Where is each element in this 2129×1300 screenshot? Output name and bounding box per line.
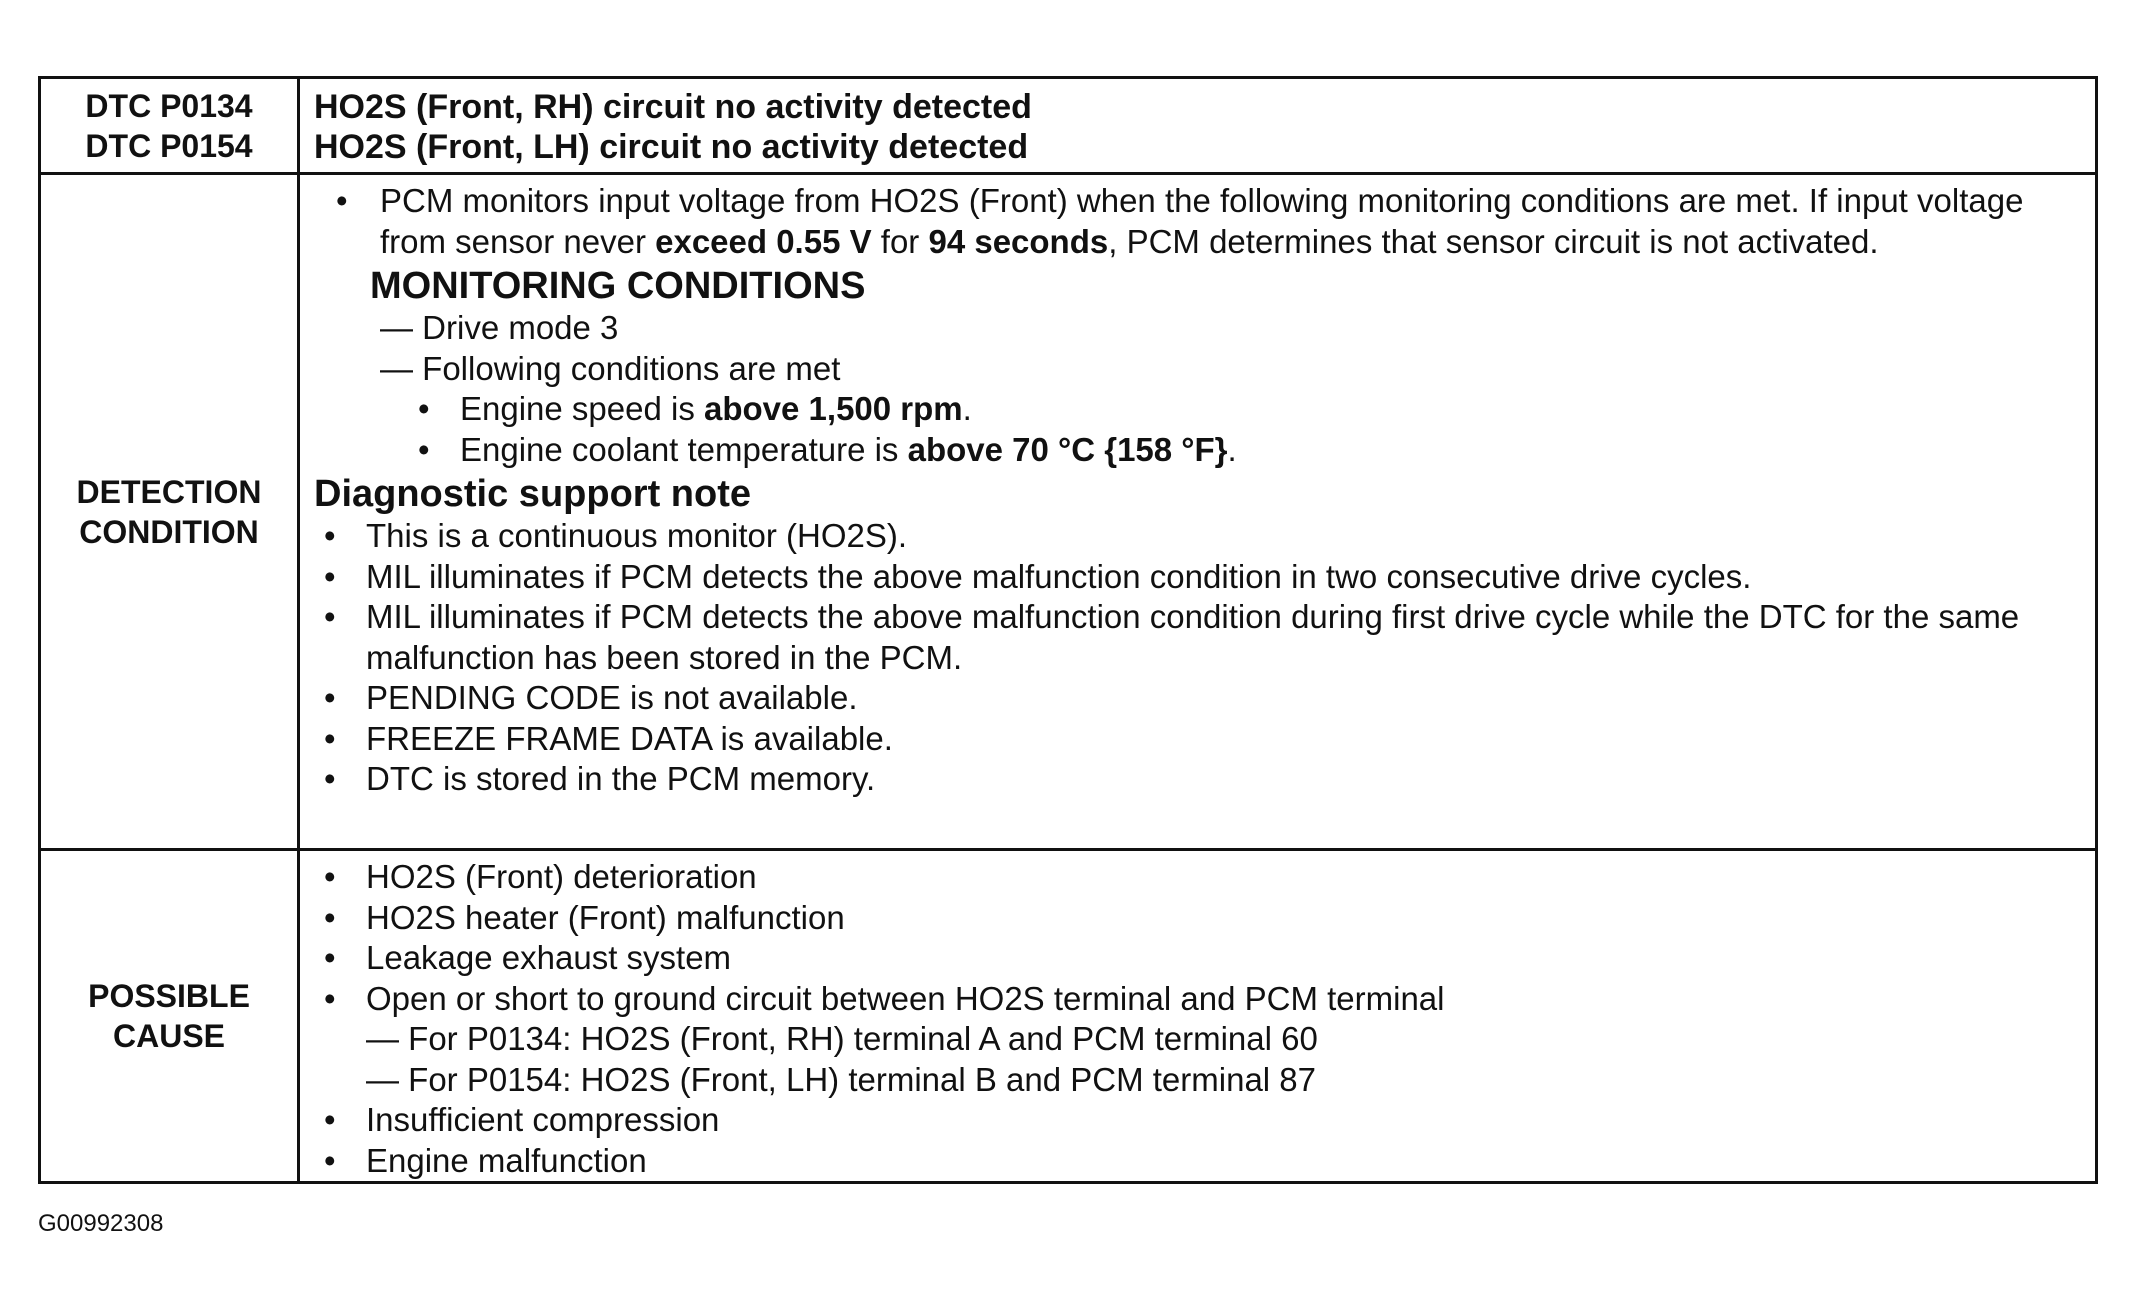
diagnostic-note: • MIL illuminates if PCM detects the above malfunction condition in two consecutive drive cycles. bbox=[314, 557, 2083, 598]
detection-label-cell bbox=[40, 174, 299, 850]
diagnostic-note: • DTC is stored in the PCM memory. bbox=[314, 759, 2083, 800]
possible-cause: • Leakage exhaust system bbox=[314, 938, 2083, 979]
cause-label: POSSIBLE bbox=[88, 978, 250, 1014]
detection-row bbox=[40, 174, 2097, 850]
possible-cause: • HO2S (Front) deterioration bbox=[314, 857, 2083, 898]
dtc-code: DTC P0154 bbox=[85, 127, 253, 164]
diagnostic-note: • MIL illuminates if PCM detects the above malfunction condition during first drive cycle while the DTC for the same malfunction has been stored in the PCM. bbox=[314, 597, 2083, 678]
detection-label: DETECTION bbox=[76, 473, 262, 510]
sub-condition-engine-speed: • Engine speed is above 1,500 rpm. bbox=[314, 389, 2083, 430]
diagnostic-note: • PENDING CODE is not available. bbox=[314, 678, 2083, 719]
cause-terminal-detail: — For P0154: HO2S (Front, LH) terminal B and PCM terminal 87 bbox=[366, 1060, 1317, 1098]
possible-cause: • Engine malfunction bbox=[314, 1141, 2083, 1182]
possible-cause: • HO2S heater (Front) malfunction bbox=[314, 898, 2083, 939]
possible-cause: • Open or short to ground circuit between HO2S terminal and PCM terminal bbox=[314, 979, 2083, 1020]
cause-label-cell bbox=[40, 850, 299, 1183]
diagnostic-note: • This is a continuous monitor (HO2S). bbox=[314, 516, 2083, 557]
header-row bbox=[40, 78, 2097, 174]
dtc-description-cell bbox=[299, 78, 2097, 174]
monitoring-condition: — Drive mode 3 bbox=[380, 309, 619, 346]
dtc-description: HO2S (Front, RH) circuit no activity detected bbox=[314, 88, 1032, 126]
dtc-description: HO2S (Front, LH) circuit no activity detected bbox=[314, 128, 1029, 166]
cause-terminal-detail: — For P0134: HO2S (Front, RH) terminal A and PCM terminal 60 bbox=[366, 1020, 1318, 1057]
cause-row bbox=[40, 850, 2097, 1183]
detection-content-cell bbox=[299, 174, 2097, 850]
figure-id: G00992308 bbox=[38, 1210, 164, 1237]
monitoring-condition: — Following conditions are met bbox=[380, 349, 841, 387]
cause-content-cell bbox=[299, 850, 2097, 1183]
monitoring-conditions-heading: MONITORING CONDITIONS bbox=[370, 265, 866, 307]
detection-label: CONDITION bbox=[79, 513, 259, 550]
dtc-code-cell bbox=[40, 78, 299, 174]
detection-intro: • PCM monitors input voltage from HO2S (Front) when the following monitoring conditions are met. If input voltage from sensor never exceed 0.55 V for 94 seconds, PCM determines that sensor circuit is not activated. bbox=[314, 181, 2083, 262]
cause-label: CAUSE bbox=[112, 1018, 225, 1054]
dtc-table bbox=[38, 76, 2098, 1184]
possible-cause: • Insufficient compression bbox=[314, 1100, 2083, 1141]
diagnostic-note: • FREEZE FRAME DATA is available. bbox=[314, 719, 2083, 760]
sub-condition-coolant-temp: • Engine coolant temperature is above 70 °C {158 °F}. bbox=[314, 430, 2083, 471]
diagnostic-note-heading: Diagnostic support note bbox=[314, 473, 751, 515]
dtc-code: DTC P0134 bbox=[85, 87, 253, 124]
